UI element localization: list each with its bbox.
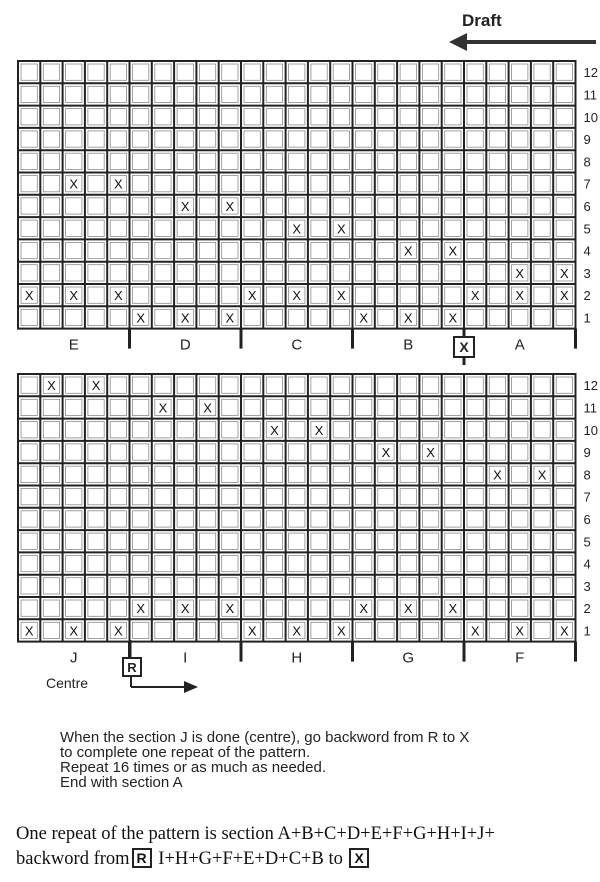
summary-line-2-middle: I+H+G+F+E+D+C+B to: [158, 849, 343, 869]
x-mark: X: [560, 288, 569, 304]
section-label: E: [68, 336, 79, 354]
x-mark: X: [337, 623, 346, 639]
row-number: 4: [583, 243, 591, 259]
marker-x-box: [454, 337, 474, 365]
row-number: 10: [583, 422, 598, 438]
section-label: A: [514, 336, 525, 354]
x-mark: X: [515, 623, 525, 639]
x-mark: X: [180, 310, 190, 326]
x-mark: X: [448, 243, 458, 259]
x-mark: X: [448, 310, 458, 326]
x-mark: X: [292, 288, 302, 304]
x-mark: X: [493, 467, 502, 483]
section-label: B: [403, 336, 414, 354]
x-mark: X: [381, 445, 391, 461]
row-number: 3: [583, 578, 591, 594]
x-mark: X: [292, 623, 302, 639]
x-mark: X: [24, 288, 34, 304]
section-label: J: [70, 649, 78, 667]
x-mark: X: [470, 288, 480, 304]
x-mark: X: [292, 221, 302, 237]
x-mark: X: [158, 400, 168, 416]
x-mark: X: [225, 310, 235, 326]
row-number: 3: [583, 265, 591, 281]
x-mark: X: [337, 221, 346, 237]
row-number: 9: [583, 132, 591, 148]
section-label: C: [291, 336, 303, 354]
section-label: G: [402, 649, 415, 667]
row-number: 5: [583, 221, 591, 237]
lower-chart-grid: [18, 374, 598, 667]
x-mark: X: [337, 288, 346, 304]
x-mark: X: [47, 378, 56, 394]
x-mark: X: [114, 623, 123, 639]
x-mark: X: [314, 422, 324, 438]
instruction-line-3: Repeat 16 times or as much as needed.: [60, 759, 326, 776]
x-mark: X: [114, 288, 123, 304]
row-number: 12: [583, 378, 598, 394]
x-mark: X: [136, 310, 145, 326]
x-mark: X: [180, 601, 190, 617]
centre-marker: [46, 640, 198, 693]
instruction-line-4: End with section A: [60, 774, 183, 791]
row-number: 1: [583, 310, 591, 326]
marker-x-text: X: [459, 339, 469, 355]
x-mark: X: [403, 243, 413, 259]
x-mark: X: [470, 623, 480, 639]
marker-r-text: R: [127, 660, 137, 675]
section-label: F: [515, 649, 525, 667]
centre-arrow-head-icon: [184, 681, 198, 693]
instruction-line-2: to complete one repeat of the pattern.: [60, 744, 311, 761]
x-mark: X: [359, 601, 368, 617]
summary-line-2: [16, 847, 495, 872]
centre-label: Centre: [46, 675, 89, 691]
summary-line-1: One repeat of the pattern is section A+B+C+D+E+F+G+H+I+J+: [16, 824, 495, 844]
row-number: 2: [583, 601, 591, 617]
row-number: 11: [583, 87, 597, 103]
x-mark: X: [247, 623, 257, 639]
x-mark: X: [515, 288, 525, 304]
summary-x-badge: X: [349, 848, 368, 868]
x-mark: X: [24, 623, 34, 639]
x-mark: X: [359, 310, 368, 326]
x-mark: X: [69, 288, 79, 304]
x-mark: X: [180, 198, 190, 214]
x-mark: X: [69, 176, 79, 192]
row-number: 7: [583, 176, 591, 192]
x-mark: X: [114, 176, 123, 192]
x-mark: X: [225, 601, 235, 617]
row-number: 8: [583, 467, 591, 483]
x-mark: X: [136, 601, 145, 617]
row-number: 10: [583, 109, 598, 125]
summary-r-badge: R: [132, 848, 152, 868]
row-number: 9: [583, 445, 591, 461]
x-mark: X: [225, 198, 235, 214]
x-mark: X: [560, 623, 569, 639]
x-mark: X: [537, 467, 547, 483]
upper-chart-grid: [18, 61, 598, 354]
summary-line-2-start: backword from: [16, 849, 130, 869]
x-mark: X: [203, 400, 212, 416]
row-number: 11: [583, 400, 597, 416]
draft-arrow-head-icon: [449, 33, 467, 51]
x-mark: X: [403, 601, 413, 617]
section-label: I: [183, 649, 188, 667]
x-mark: X: [270, 422, 279, 438]
instructions: [60, 730, 469, 790]
row-number: 5: [583, 534, 591, 550]
x-mark: X: [69, 623, 79, 639]
x-mark: X: [247, 288, 257, 304]
section-label: D: [179, 336, 191, 354]
draft-indicator: [449, 11, 596, 51]
row-number: 4: [583, 556, 591, 572]
row-number: 2: [583, 288, 591, 304]
draft-label: Draft: [462, 11, 502, 30]
x-mark: X: [91, 378, 101, 394]
row-number: 7: [583, 489, 591, 505]
section-label: H: [291, 649, 303, 667]
x-mark: X: [426, 445, 435, 461]
instruction-line-1: When the section J is done (centre), go backword from R to X: [60, 729, 470, 746]
pattern-summary: [16, 822, 495, 872]
row-number: 6: [583, 198, 591, 214]
row-number: 12: [583, 65, 598, 81]
row-number: 8: [583, 154, 591, 170]
row-number: 6: [583, 511, 591, 527]
x-mark: X: [403, 310, 413, 326]
x-mark: X: [560, 265, 569, 281]
x-mark: X: [515, 265, 525, 281]
x-mark: X: [448, 601, 458, 617]
row-number: 1: [583, 623, 591, 639]
